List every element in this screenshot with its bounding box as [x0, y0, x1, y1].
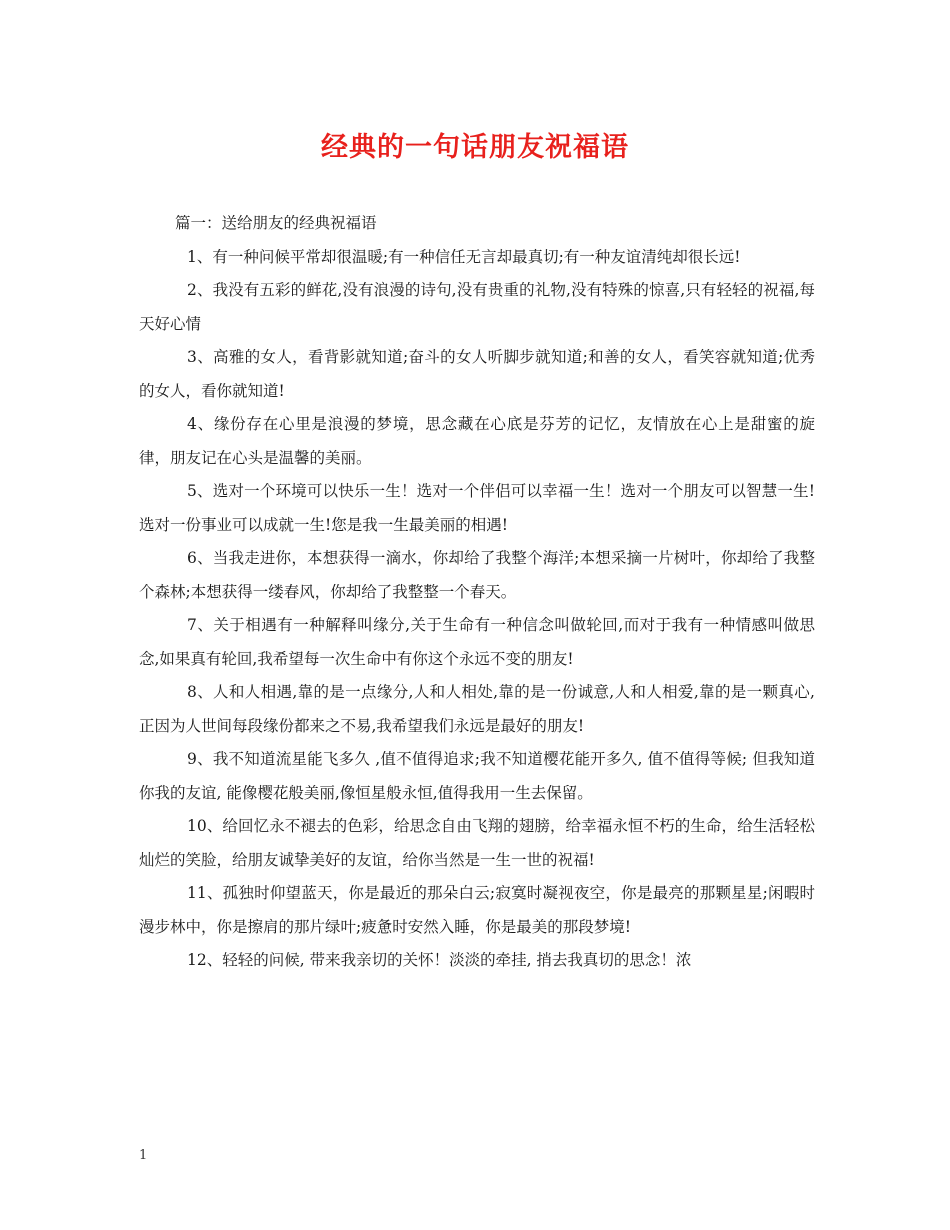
paragraph-3: 3、高雅的女人，看背影就知道;奋斗的女人听脚步就知道;和善的女人，看笑容就知道;优秀的女人，看你就知道! — [139, 348, 815, 400]
paragraph-6: 6、当我走进你，本想获得一滴水，你却给了我整个海洋;本想采摘一片树叶，你却给了我整个森林;本想获得一缕春风，你却给了我整整一个春天。 — [139, 549, 815, 601]
paragraph-4: 4、缘份存在心里是浪漫的梦境，思念藏在心底是芬芳的记忆，友情放在心上是甜蜜的旋律，朋友记在心头是温馨的美丽。 — [139, 415, 815, 467]
paragraph-8: 8、人和人相遇,靠的是一点缘分,人和人相处,靠的是一份诚意,人和人相爱,靠的是一颗真心,正因为人世间每段缘份都来之不易,我希望我们永远是最好的朋友! — [139, 683, 815, 735]
page-number: 1 — [139, 1148, 148, 1163]
document-body — [139, 207, 815, 978]
paragraph-12: 12、轻轻的问候, 带来我亲切的关怀！淡淡的牵挂, 捎去我真切的思念！浓 — [187, 951, 692, 969]
paragraph-5: 5、选对一个环境可以快乐一生！选对一个伴侣可以幸福一生！选对一个朋友可以智慧一生!选对一份事业可以成就一生!您是我一生最美丽的相遇! — [139, 482, 815, 534]
section-heading: 篇一：送给朋友的经典祝福语 — [175, 214, 377, 232]
paragraph-2: 2、我没有五彩的鲜花,没有浪漫的诗句,没有贵重的礼物,没有特殊的惊喜,只有轻轻的祝福,每天好心情 — [139, 281, 815, 333]
paragraph-1: 1、有一种问候平常却很温暖;有一种信任无言却最真切;有一种友谊清纯却很长远! — [187, 247, 741, 266]
paragraph-11: 11、孤独时仰望蓝天，你是最近的那朵白云;寂寞时凝视夜空，你是最亮的那颗星星;闲暇时漫步林中，你是擦肩的那片绿叶;疲惫时安然入睡，你是最美的那段梦境! — [139, 884, 815, 936]
paragraph-9: 9、我不知道流星能飞多久 ,值不值得追求;我不知道樱花能开多久, 值不值得等候; 但我知道你我的友谊, 能像樱花般美丽,像恒星般永恒,值得我用一生去保留。 — [139, 750, 815, 802]
paragraph-7: 7、关于相遇有一种解释叫缘分,关于生命有一种信念叫做轮回,而对于我有一种情感叫做思念,如果真有轮回,我希望每一次生命中有你这个永远不变的朋友! — [139, 616, 815, 668]
paragraph-10: 10、给回忆永不褪去的色彩，给思念自由飞翔的翅膀，给幸福永恒不朽的生命，给生活轻松灿烂的笑脸，给朋友诚挚美好的友谊，给你当然是一生一世的祝福! — [139, 817, 815, 869]
document-title: 经典的一句话朋友祝福语 — [321, 132, 629, 163]
